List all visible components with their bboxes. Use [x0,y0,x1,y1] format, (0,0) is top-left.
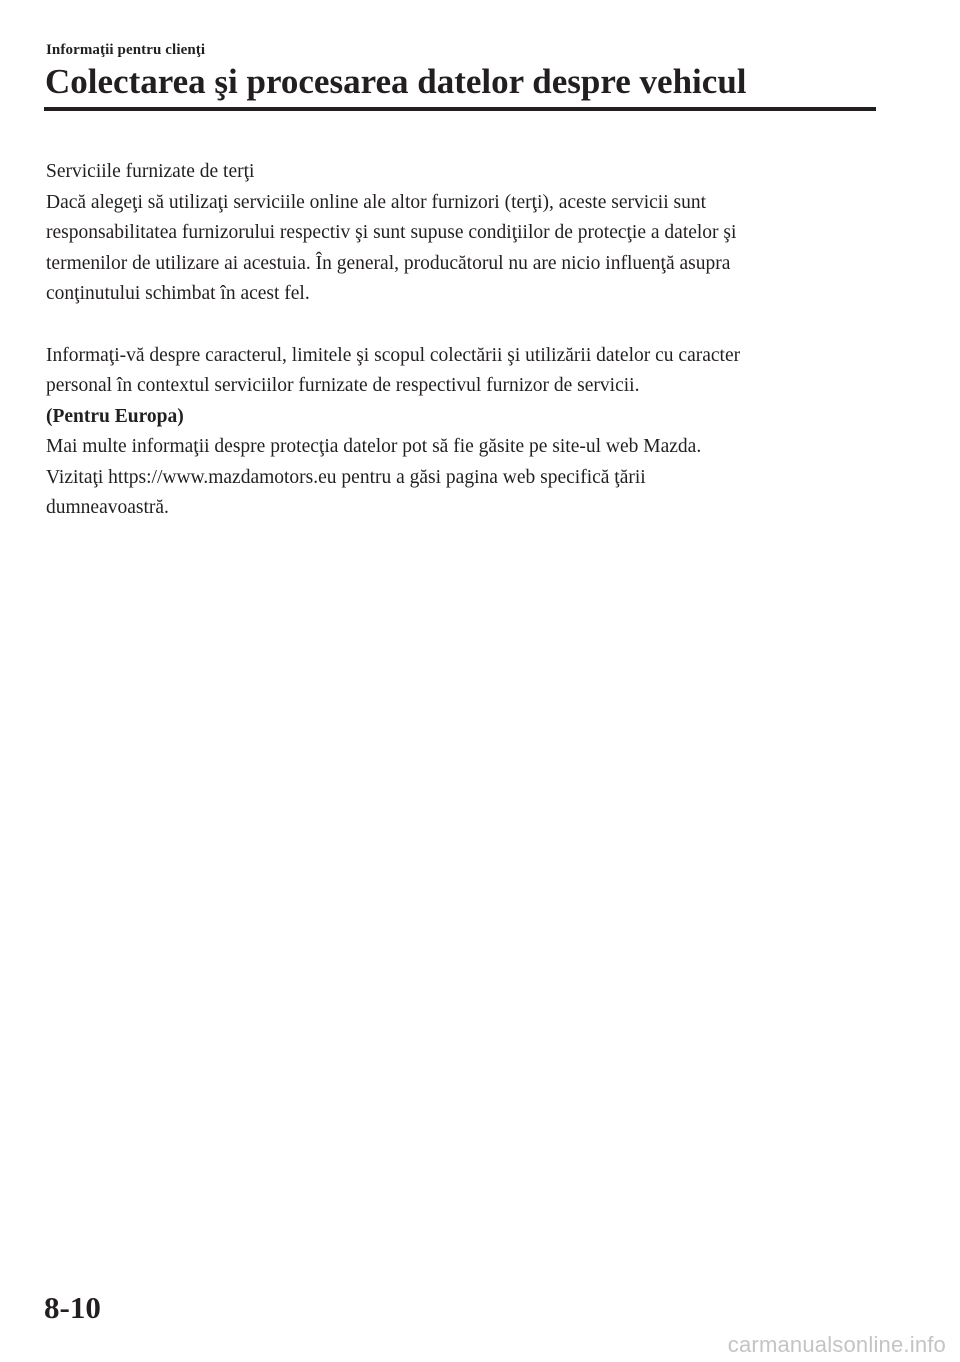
body-text [46,157,866,524]
page-number: 8-10 [44,1290,101,1325]
region-heading-europe: (Pentru Europa) [46,405,184,427]
text-line: responsabilitatea furnizorului respectiv şi sunt supuse condiţiilor de protecţie a datelor şi [46,222,737,243]
paragraph-gap [46,310,866,341]
paragraph-heading-third-party: Serviciile furnizate de terţi [46,161,255,182]
text-line: Vizitaţi https://www.mazdamotors.eu pentru a găsi pagina web specifică ţării [46,466,646,488]
text-line: personal în contextul serviciilor furnizate de respectivul furnizor de servicii. [46,375,640,396]
text-line: dumneavoastră. [46,497,169,518]
text-line: termenilor de utilizare ai acestuia. În general, producătorul nu are nicio influenţă asupra [46,252,731,274]
title-rule [44,107,876,111]
text-line: Dacă alegeţi să utilizaţi serviciile online ale altor furnizori (terţi), aceste servicii sunt [46,191,707,213]
watermark: carmanualsonline.info [727,1332,946,1357]
page-title: Colectarea şi procesarea datelor despre vehicul [45,62,747,101]
text-line: Informaţi-vă despre caracterul, limitele şi scopul colectării şi utilizării datelor cu caracter [46,344,741,366]
text-line: conţinutului schimbat în acest fel. [46,283,310,304]
section-label: Informaţii pentru clienţi [46,42,206,58]
text-line: Mai multe informaţii despre protecţia datelor pot să fie găsite pe site-ul web Mazda. [46,436,702,457]
